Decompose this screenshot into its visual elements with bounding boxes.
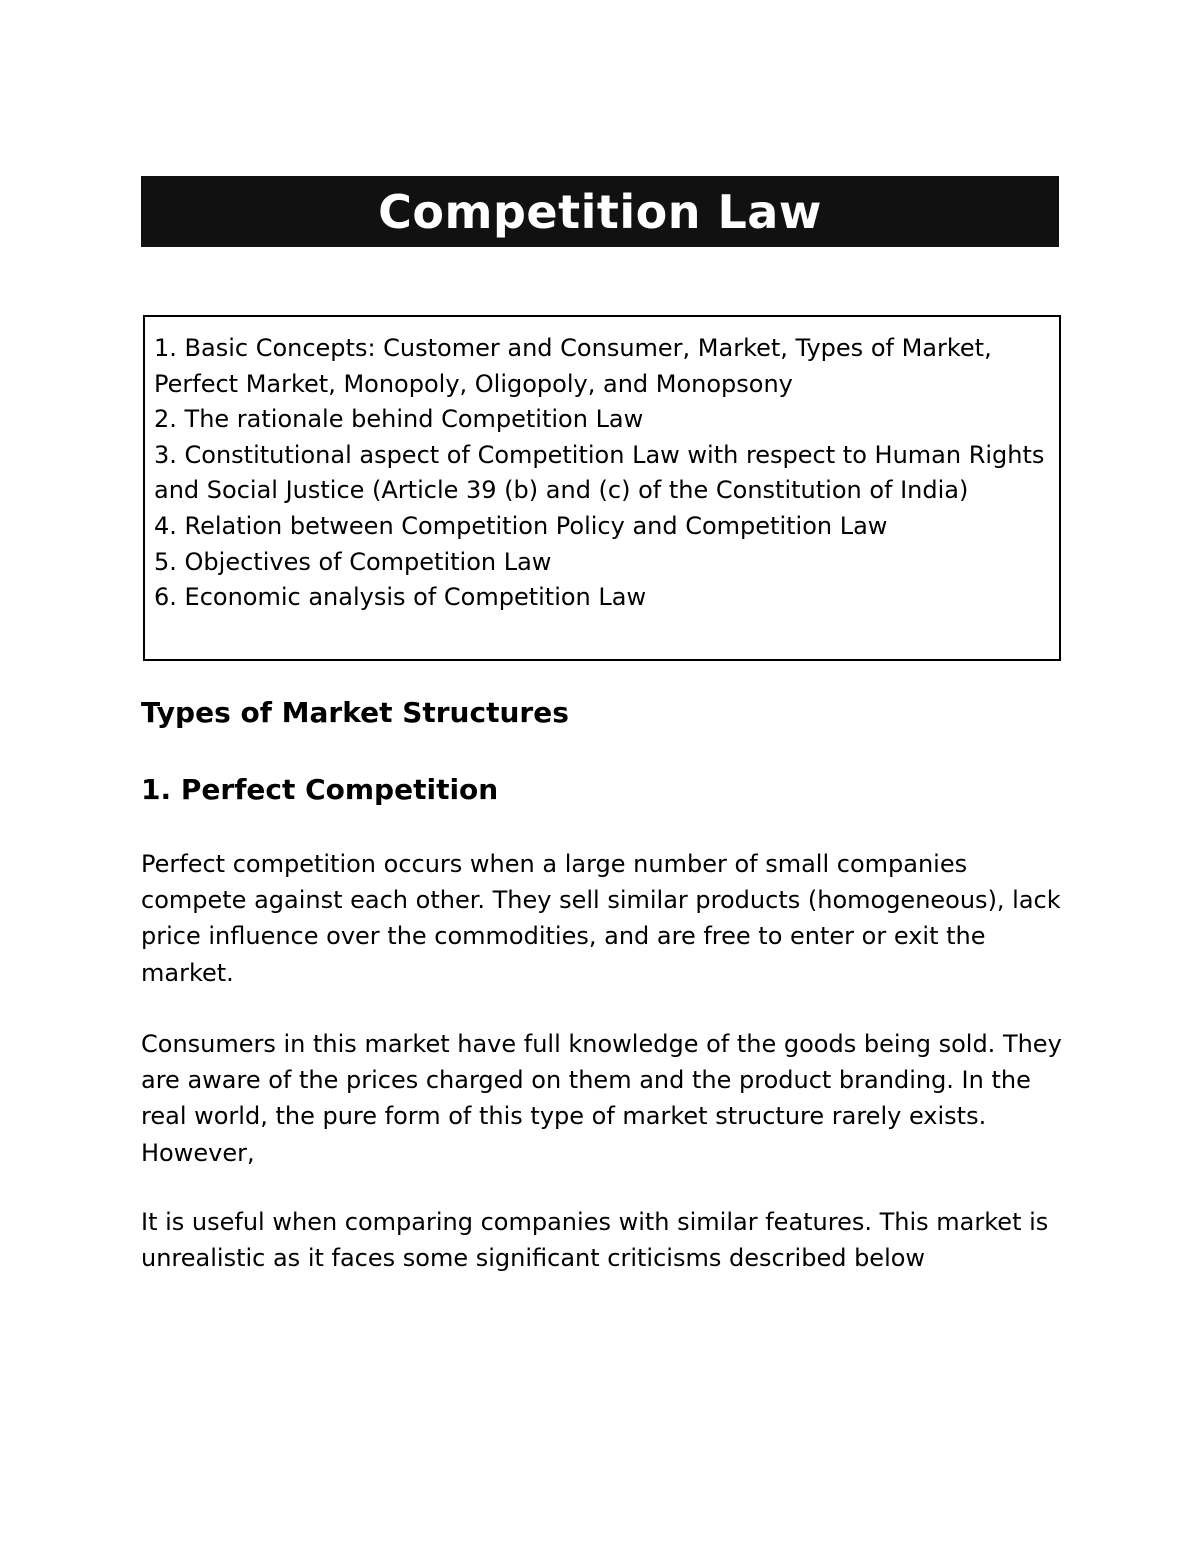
topics-box [143,315,1061,661]
paragraph-3: It is useful when comparing companies with similar features. This market is unrealistic as it faces some significant criticisms described below [141,1208,1049,1273]
paragraph-1: Perfect competition occurs when a large number of small companies compete against each other. They sell similar products (homogeneous), lack price influence over the commodities, and are free to enter or exit the market. [141,850,1061,987]
topic-item-1: 1. Basic Concepts: Customer and Consumer, Market, Types of Market, Perfect Market, Monopoly, Oligopoly, and Monopsony [154,334,992,398]
title-banner [141,176,1059,247]
paragraph-2: Consumers in this market have full knowledge of the goods being sold. They are aware of the prices charged on them and the product branding. In the real world, the pure form of this type of market structure rarely exists. However, [141,1030,1062,1167]
topic-item-2: 2. The rationale behind Competition Law [154,405,644,434]
subsection-heading: 1. Perfect Competition [141,773,499,806]
topic-item-3: 3. Constitutional aspect of Competition Law with respect to Human Rights and Social Justice (Article 39 (b) and (c) of the Constitution of India) [154,440,1045,505]
page-title: Competition Law [378,184,822,239]
topic-item-4: 4. Relation between Competition Policy and Competition Law [154,511,888,540]
section-heading: Types of Market Structures [141,696,569,729]
topic-item-5: 5. Objectives of Competition Law [154,547,552,576]
topic-item-6: 6. Economic analysis of Competition Law [154,583,647,612]
